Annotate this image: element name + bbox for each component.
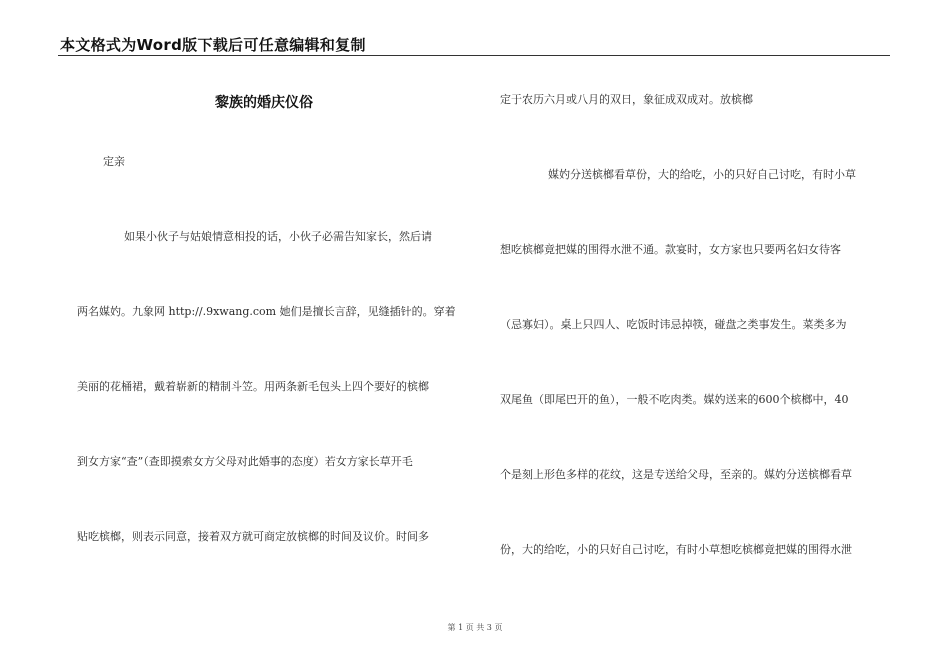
paragraph-line: 个是刻上形色多样的花纹，这是专送给父母，至亲的。媒妁分送槟榔看草 — [500, 468, 852, 481]
paragraph-line: （忌寡妇）。桌上只四人、吃饭时讳忌掉筷，碰盘之类事发生。菜类多为 — [500, 318, 847, 331]
paragraph-line: 想吃槟榔竟把媒的围得水泄不通。款宴时，女方家也只要两名妇女待客 — [500, 243, 841, 256]
paragraph-line: 美丽的花桶裙，戴着崭新的精制斗笠。用两条新毛包头上四个要好的槟榔 — [77, 380, 429, 393]
paragraph-line: 两名媒妁。九象网 http://.9xwang.com 她们是擅长言辞，见缝插针的。穿着 — [77, 305, 456, 318]
paragraph-line: 媒妁分送槟榔看草份，大的给吃，小的只好自己讨吃，有时小草 — [548, 168, 856, 181]
paragraph-line: 份，大的给吃，小的只好自己讨吃，有时小草想吃槟榔竟把媒的围得水泄 — [500, 543, 852, 556]
format-banner: 本文格式为Word版下载后可任意编辑和复制 — [60, 36, 366, 54]
banner-divider — [58, 55, 890, 56]
paragraph-line: 如果小伙子与姑娘情意相投的话，小伙子必需告知家长，然后请 — [124, 230, 432, 243]
page-number: 第 1 页 共 3 页 — [447, 623, 503, 632]
paragraph-line: 贴吃槟榔，则表示同意，接着双方就可商定放槟榔的时间及议价。时间多 — [77, 530, 429, 543]
paragraph-line: 双尾鱼（即尾巴开的鱼），一般不吃肉类。媒妁送来的600个槟榔中，40 — [500, 393, 849, 406]
document-title: 黎族的婚庆仪俗 — [215, 95, 313, 111]
paragraph-line: 到女方家“查”（查即摸索女方父母对此婚事的态度）若女方家长草开毛 — [77, 455, 413, 468]
paragraph-line: 定于农历六月或八月的双日，象征成双成对。放槟榔 — [500, 93, 753, 106]
section-heading: 定亲 — [103, 155, 125, 168]
